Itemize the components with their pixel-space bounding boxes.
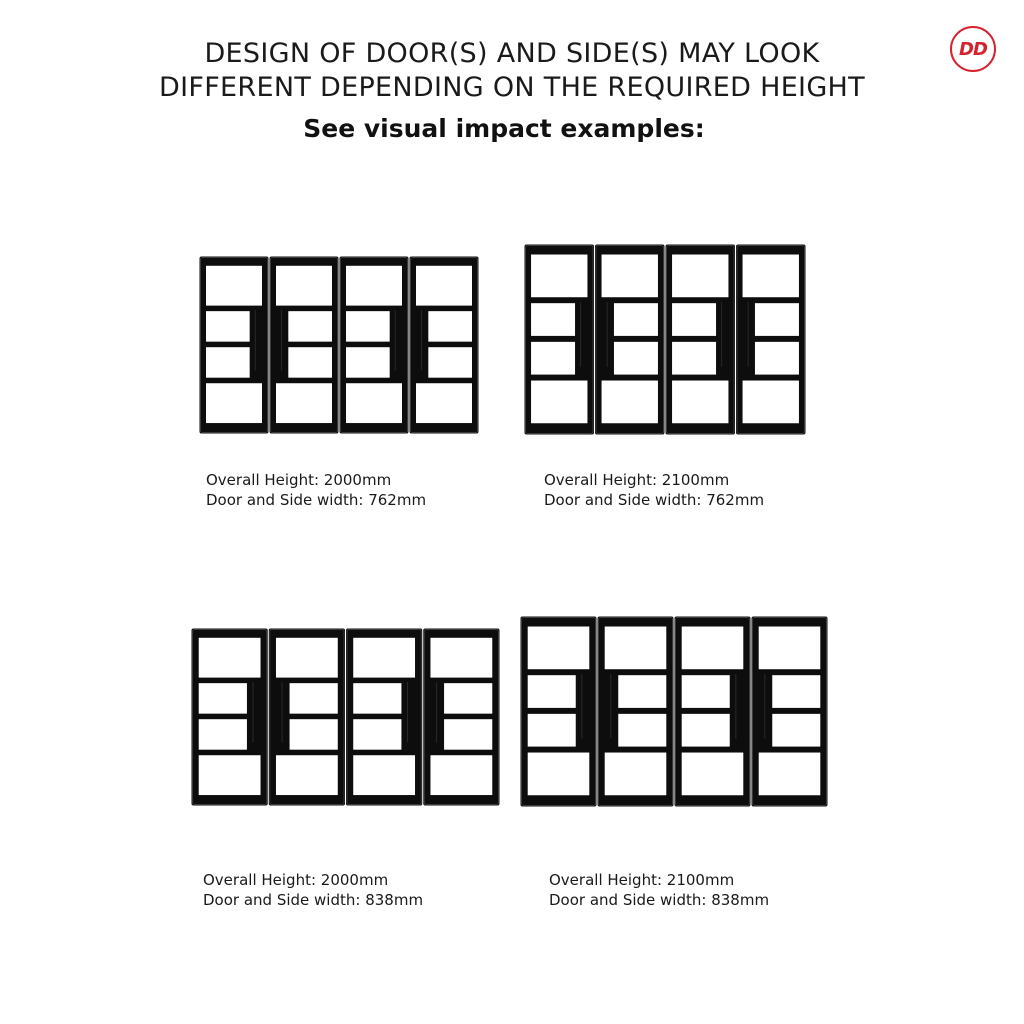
glass-pane — [531, 342, 575, 375]
glass-pane — [428, 311, 472, 341]
logo-text: DD — [959, 38, 987, 60]
door-set-illustration — [524, 244, 806, 435]
glass-pane — [614, 342, 658, 375]
example-caption — [203, 870, 423, 910]
glass-pane — [206, 383, 262, 423]
door-panel — [200, 257, 269, 434]
glass-pane — [605, 753, 667, 796]
glass-pane — [444, 719, 492, 749]
glass-pane — [755, 303, 799, 336]
door-set-2100-838 — [520, 616, 828, 807]
glass-pane — [288, 311, 332, 341]
glass-pane — [206, 311, 250, 341]
glass-pane — [672, 303, 716, 336]
glass-pane — [759, 627, 821, 670]
glass-pane — [346, 311, 390, 341]
glass-pane — [346, 347, 390, 377]
door-panel — [521, 617, 597, 807]
glass-pane — [672, 381, 728, 424]
example-caption — [549, 870, 769, 910]
door-set-2000-762 — [199, 256, 479, 434]
glass-pane — [430, 755, 492, 795]
door-set-illustration — [520, 616, 828, 807]
glass-pane — [276, 266, 332, 306]
glass-pane — [199, 683, 247, 713]
glass-pane — [416, 383, 472, 423]
door-side-width-label: Door and Side width: 762mm — [206, 491, 427, 509]
door-panel — [270, 257, 339, 434]
glass-pane — [430, 638, 492, 678]
door-set-illustration — [199, 256, 479, 434]
glass-pane — [682, 627, 744, 670]
glass-pane — [743, 255, 799, 298]
door-set-2000-838 — [191, 628, 500, 806]
door-set-2100-762 — [524, 244, 806, 435]
glass-pane — [602, 255, 658, 298]
glass-pane — [682, 753, 744, 796]
glass-pane — [346, 266, 402, 306]
glass-pane — [528, 714, 576, 747]
door-panel — [192, 629, 268, 806]
glass-pane — [531, 381, 587, 424]
headline-line-2: DIFFERENT DEPENDING ON THE REQUIRED HEIGHT — [159, 72, 865, 103]
door-panel — [675, 617, 751, 807]
door-side-width-label: Door and Side width: 762mm — [544, 491, 765, 509]
overall-height-label: Overall Height: 2100mm — [549, 871, 735, 889]
door-panel — [736, 245, 806, 435]
glass-pane — [353, 719, 401, 749]
glass-pane — [682, 714, 730, 747]
glass-pane — [206, 347, 250, 377]
glass-pane — [206, 266, 262, 306]
door-side-width-label: Door and Side width: 838mm — [203, 891, 424, 909]
door-panel — [346, 629, 422, 806]
door-panel — [752, 617, 828, 807]
glass-pane — [199, 755, 261, 795]
glass-pane — [755, 342, 799, 375]
glass-pane — [772, 714, 820, 747]
door-panel — [598, 617, 674, 807]
glass-pane — [416, 266, 472, 306]
headline-line-1: DESIGN OF DOOR(S) AND SIDE(S) MAY LOOK — [204, 38, 820, 69]
glass-pane — [672, 255, 728, 298]
glass-pane — [772, 675, 820, 708]
glass-pane — [618, 675, 666, 708]
door-panel — [269, 629, 345, 806]
glass-pane — [353, 683, 401, 713]
overall-height-label: Overall Height: 2000mm — [206, 471, 392, 489]
glass-pane — [276, 638, 338, 678]
glass-pane — [199, 719, 247, 749]
door-side-width-label: Door and Side width: 838mm — [549, 891, 770, 909]
overall-height-label: Overall Height: 2000mm — [203, 871, 389, 889]
door-panel — [340, 257, 409, 434]
dd-logo[interactable] — [950, 26, 996, 72]
glass-pane — [290, 683, 338, 713]
example-caption — [206, 470, 426, 510]
door-panel — [595, 245, 665, 435]
glass-pane — [276, 755, 338, 795]
glass-pane — [444, 683, 492, 713]
glass-pane — [618, 714, 666, 747]
glass-pane — [602, 381, 658, 424]
glass-pane — [672, 342, 716, 375]
glass-pane — [531, 303, 575, 336]
door-panel — [410, 257, 479, 434]
glass-pane — [759, 753, 821, 796]
door-panel — [525, 245, 595, 435]
glass-pane — [346, 383, 402, 423]
door-panel — [423, 629, 499, 806]
overall-height-label: Overall Height: 2100mm — [544, 471, 730, 489]
glass-pane — [605, 627, 667, 670]
example-caption — [544, 470, 764, 510]
glass-pane — [199, 638, 261, 678]
door-set-illustration — [191, 628, 500, 806]
glass-pane — [288, 347, 332, 377]
glass-pane — [614, 303, 658, 336]
glass-pane — [276, 383, 332, 423]
glass-pane — [528, 753, 590, 796]
glass-pane — [428, 347, 472, 377]
glass-pane — [743, 381, 799, 424]
subtitle: See visual impact examples: — [303, 114, 705, 143]
glass-pane — [290, 719, 338, 749]
glass-pane — [353, 755, 415, 795]
glass-pane — [531, 255, 587, 298]
glass-pane — [353, 638, 415, 678]
glass-pane — [528, 675, 576, 708]
glass-pane — [682, 675, 730, 708]
door-panel — [666, 245, 736, 435]
glass-pane — [528, 627, 590, 670]
